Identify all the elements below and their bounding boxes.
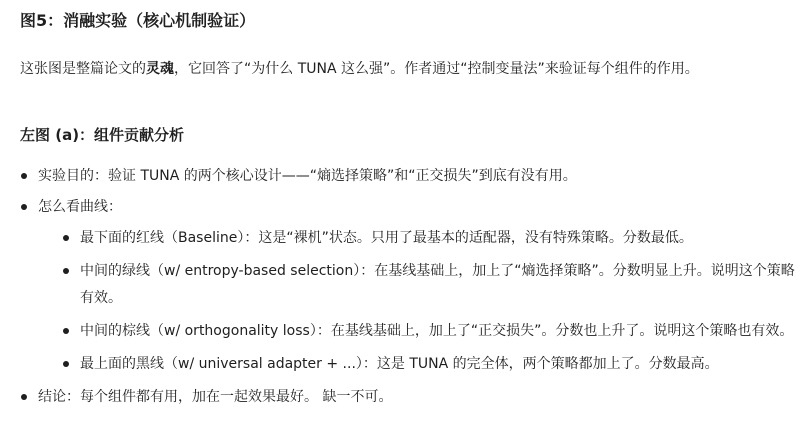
sub-list-item-text: 最上面的黑线（w/ universal adapter + ...）：这是 TUNA 的完全体，两个策略都加上了。分数最高。 [80, 356, 719, 372]
bullet-dot-icon [63, 361, 69, 367]
sub-list-item [62, 258, 795, 312]
bullet-dot-icon [21, 173, 27, 179]
bullet-dot-icon [63, 328, 69, 334]
list-item-text: 实验目的：验证 TUNA 的两个核心设计——“熵选择策略”和“正交损失”到底有没有用。 [38, 168, 577, 184]
list-item [20, 163, 795, 190]
intro-text-start: 这张图是整篇论文的 [20, 61, 146, 77]
list-item-text: 怎么看曲线： [38, 199, 122, 215]
bullet-dot-icon [21, 204, 27, 210]
sub-list-item-text: 最下面的红线（Baseline）：这是“裸机”状态。只用了最基本的适配器，没有特殊策略。分数最低。 [80, 230, 693, 246]
sub-list-item-text: 中间的绿线（w/ entropy-based selection）：在基线基础上，加上了“熵选择策略”。分数明显上升。说明这个策略有效。 [80, 263, 795, 306]
sub-list-item [62, 225, 795, 252]
sub-list-item [62, 318, 795, 345]
bullet-list [20, 163, 795, 415]
bullet-dot-icon [21, 394, 27, 400]
list-item-text: 结论：每个组件都有用，加在一起效果最好。 缺一不可。 [38, 389, 393, 405]
intro-text-end: ，它回答了“为什么 TUNA 这么强”。作者通过“控制变量法”来验证每个组件的作用。 [174, 61, 699, 77]
list-item [20, 194, 795, 378]
figure-title: 图5：消融实验（核心机制验证） [20, 11, 256, 30]
section-subtitle: 左图 (a)：组件贡献分析 [20, 126, 185, 144]
intro-emphasis: 灵魂 [146, 61, 174, 77]
intro-paragraph [20, 56, 795, 83]
sub-bullet-list [62, 225, 795, 378]
sub-list-item [62, 351, 795, 378]
list-item [20, 384, 795, 411]
bullet-dot-icon [63, 235, 69, 241]
sub-list-item-text: 中间的棕线（w/ orthogonality loss）：在基线基础上，加上了“正交损失”。分数也上升了。说明这个策略也有效。 [80, 323, 794, 339]
bullet-dot-icon [63, 268, 69, 274]
